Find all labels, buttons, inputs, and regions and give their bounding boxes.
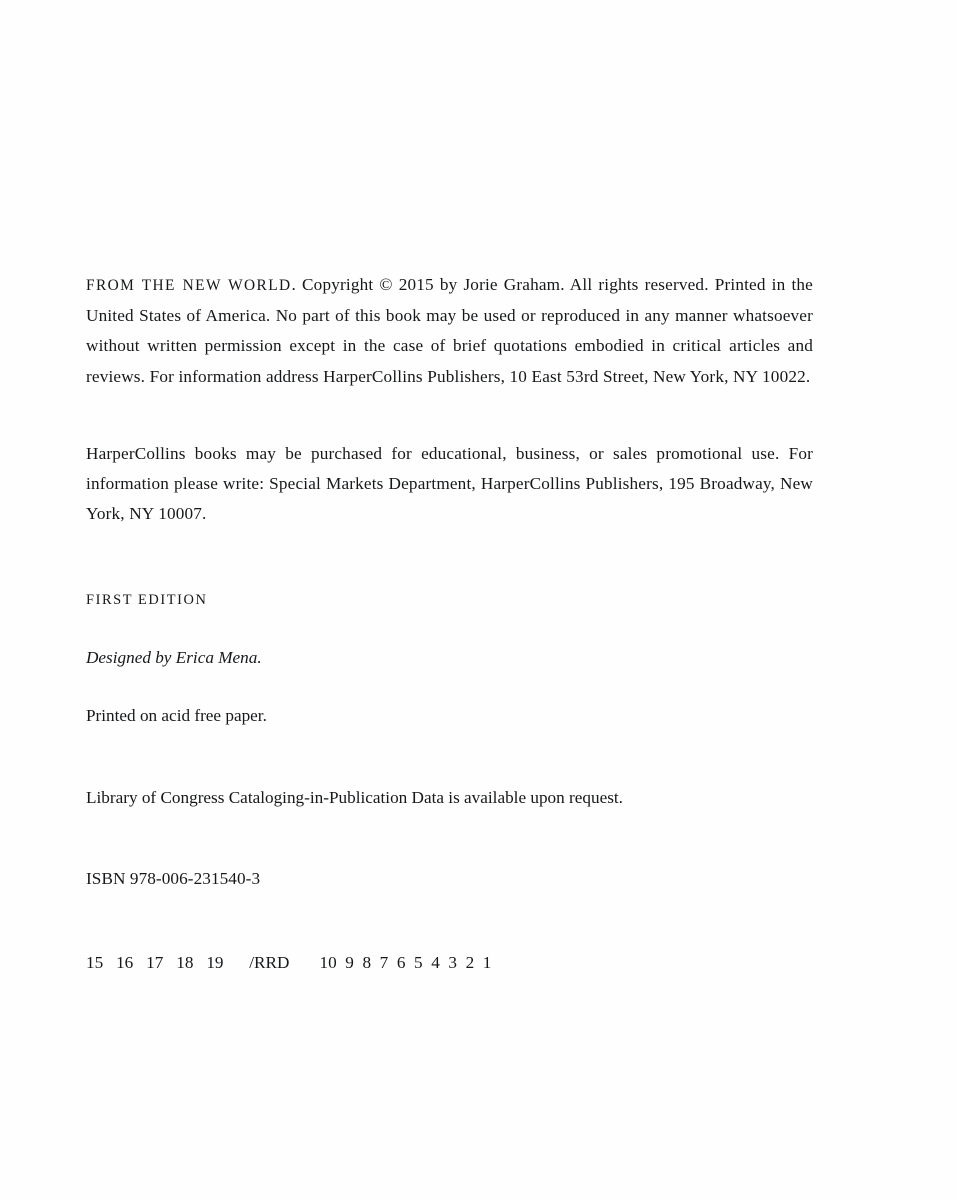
printer-number-line: 15 16 17 18 19 /RRD 10 9 8 7 6 5 4 3 2 1 [86,953,492,973]
book-title-smallcaps: FROM THE NEW WORLD [86,277,292,294]
special-markets-paragraph: HarperCollins books may be purchased for educational, business, or sales promotional use. For information please write: Special Markets Department, HarperCollins Publishers, 195 Broadway, New York, NY 10007. [86,443,813,524]
copyright-paragraph [86,270,813,392]
library-of-congress-note: Library of Congress Cataloging-in-Publication Data is available upon request. [86,788,623,808]
page-content [86,270,813,976]
designer-credit: Designed by Erica Mena. [86,648,262,668]
paper-note: Printed on acid free paper. [86,706,267,726]
edition-label: FIRST EDITION [86,592,208,609]
isbn-value: ISBN 978-006-231540-3 [86,869,261,889]
copyright-body-text: . Copyright © 2015 by Jorie Graham. All rights reserved. Printed in the United States of America. No part of this book may be used or reproduced in any manner whatsoever without written permission except in the case of brief quotations embodied in critical articles and reviews. For information address HarperCollins Publishers, 10 East 53rd Street, New York, NY 10022. [86,275,813,386]
